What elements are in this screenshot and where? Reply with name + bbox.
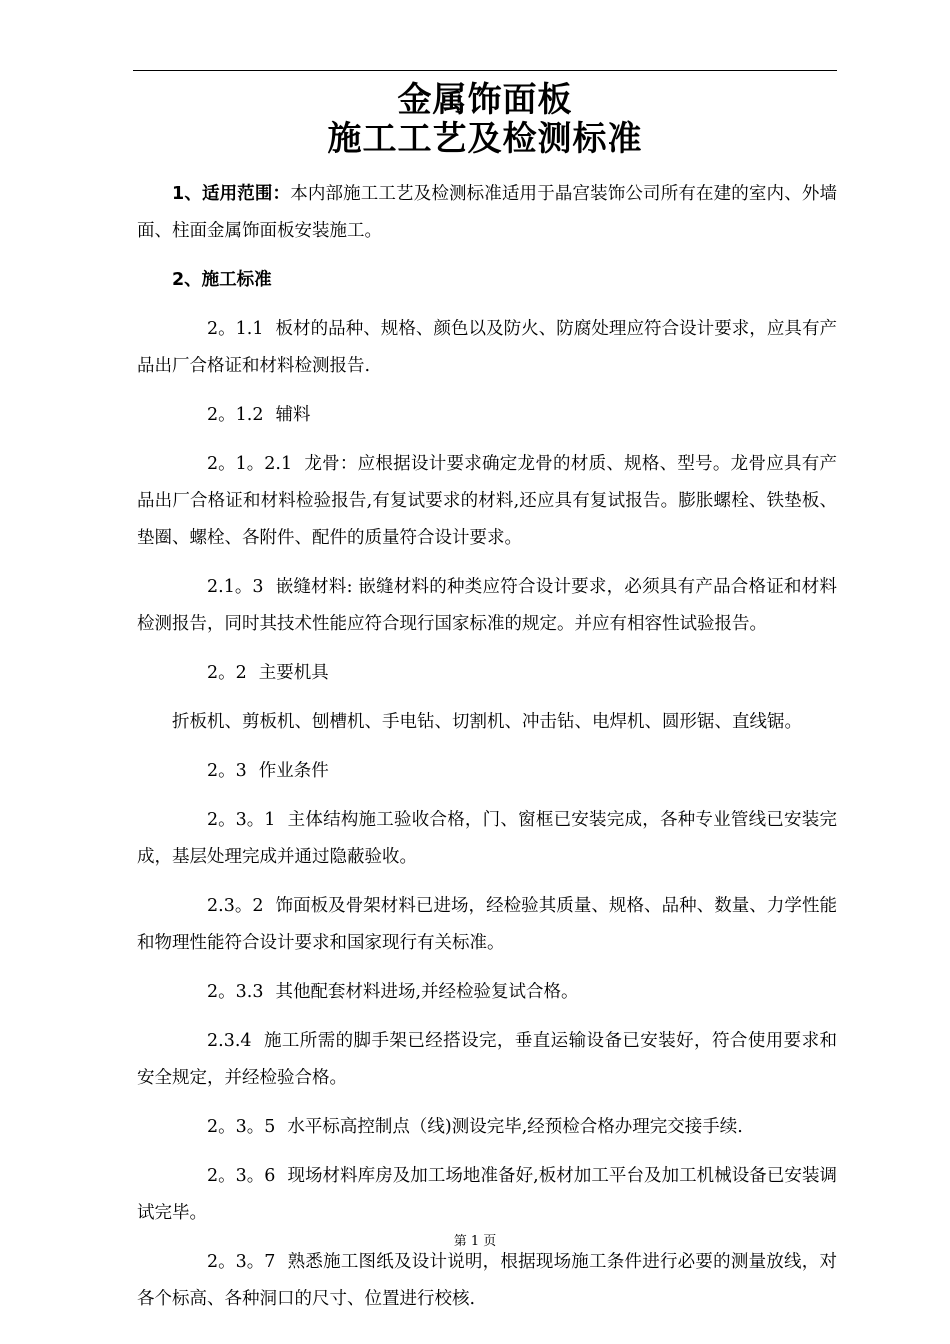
paragraph-text: 辅料 xyxy=(275,405,311,425)
paragraph-text: 熟悉施工图纸及设计说明，根据现场施工条件进行必要的测量放线，对各个标高、各种洞口的尺寸、位置进行校核. xyxy=(137,1252,837,1309)
paragraph xyxy=(137,1244,837,1318)
document-title-line1: 金属饰面板 xyxy=(397,80,573,120)
paragraph xyxy=(137,802,837,876)
paragraph xyxy=(137,1158,837,1232)
paragraph-text: 现场材料库房及加工场地准备好,板材加工平台及加工机械设备已安装调试完毕。 xyxy=(137,1166,837,1223)
paragraph-number: 2。2 xyxy=(207,663,247,683)
paragraph-text: 龙骨：应根据设计要求确定龙骨的材质、规格、型号。龙骨应具有产品出厂合格证和材料检验报告,有复试要求的材料,还应具有复试报告。膨胀螺栓、铁垫板、垫圈、螺栓、各附件、配件的质量符合设计要求。 xyxy=(137,454,837,548)
paragraph-number: 2。3 xyxy=(207,761,247,781)
page-number-footer: 第 1 页 xyxy=(453,1234,497,1249)
section-standard xyxy=(137,262,837,299)
paragraph xyxy=(137,1109,837,1146)
paragraph-number: 2.3.4 xyxy=(207,1031,252,1051)
paragraph-text: 水平标高控制点（线)测设完毕,经预检合格办理完交接手续. xyxy=(287,1117,743,1137)
paragraph-number: 2。3。6 xyxy=(207,1166,276,1186)
paragraph xyxy=(137,888,837,962)
section-label: 2、施工标准 xyxy=(172,270,272,290)
paragraph-number: 2。1。2.1 xyxy=(207,454,293,474)
paragraph-text: 嵌缝材料: 嵌缝材料的种类应符合设计要求，必须具有产品合格证和材料检测报告，同时其技术性能应符合现行国家标准的规定。并应有相容性试验报告。 xyxy=(137,577,837,634)
paragraph xyxy=(137,974,837,1011)
paragraph xyxy=(137,753,837,790)
paragraph xyxy=(137,311,837,385)
section-scope xyxy=(137,176,837,250)
paragraph xyxy=(137,446,837,557)
section-label: 1、适用范围： xyxy=(172,184,291,204)
paragraph-text: 饰面板及骨架材料已进场，经检验其质量、规格、品种、数量、力学性能和物理性能符合设计要求和国家现行有关标准。 xyxy=(137,896,837,953)
paragraph-number: 2。3。5 xyxy=(207,1117,276,1137)
paragraph-text: 主要机具 xyxy=(258,663,329,683)
header-rule xyxy=(133,70,837,71)
paragraph-text: 板材的品种、规格、颜色以及防火、防腐处理应符合设计要求，应具有产品出厂合格证和材料检测报告. xyxy=(137,319,837,376)
paragraph-text: 折板机、剪板机、刨槽机、手电钻、切割机、冲击钻、电焊机、圆形锯、直线锯。 xyxy=(172,712,802,732)
section-text: 本内部施工工艺及检测标准适用于晶宫装饰公司所有在建的室内、外墙面、柱面金属饰面板安装施工。 xyxy=(137,184,837,241)
paragraph-number: 2。1.1 xyxy=(207,319,264,339)
paragraph xyxy=(137,569,837,643)
paragraph-number: 2.1。3 xyxy=(207,577,264,597)
document-body xyxy=(137,176,837,1318)
document-title-line2: 施工工艺及检测标准 xyxy=(327,119,643,159)
paragraph-text: 施工所需的脚手架已经搭设完，垂直运输设备已安装好，符合使用要求和安全规定，并经检验合格。 xyxy=(137,1031,837,1088)
paragraph-text: 其他配套材料进场,并经检验复试合格。 xyxy=(275,982,579,1002)
paragraph-text: 作业条件 xyxy=(258,761,329,781)
paragraph-number: 2.3。2 xyxy=(207,896,264,916)
paragraph-text: 主体结构施工验收合格，门、窗框已安装完成，各种专业管线已安装完成，基层处理完成并通过隐蔽验收。 xyxy=(137,810,837,867)
paragraph xyxy=(137,704,837,741)
paragraph-number: 2。3。7 xyxy=(207,1252,276,1272)
paragraph-number: 2。3.3 xyxy=(207,982,264,1002)
paragraph-number: 2。1.2 xyxy=(207,405,264,425)
paragraph-number: 2。3。1 xyxy=(207,810,276,830)
paragraph xyxy=(137,397,837,434)
paragraph xyxy=(137,1023,837,1097)
paragraph xyxy=(137,655,837,692)
